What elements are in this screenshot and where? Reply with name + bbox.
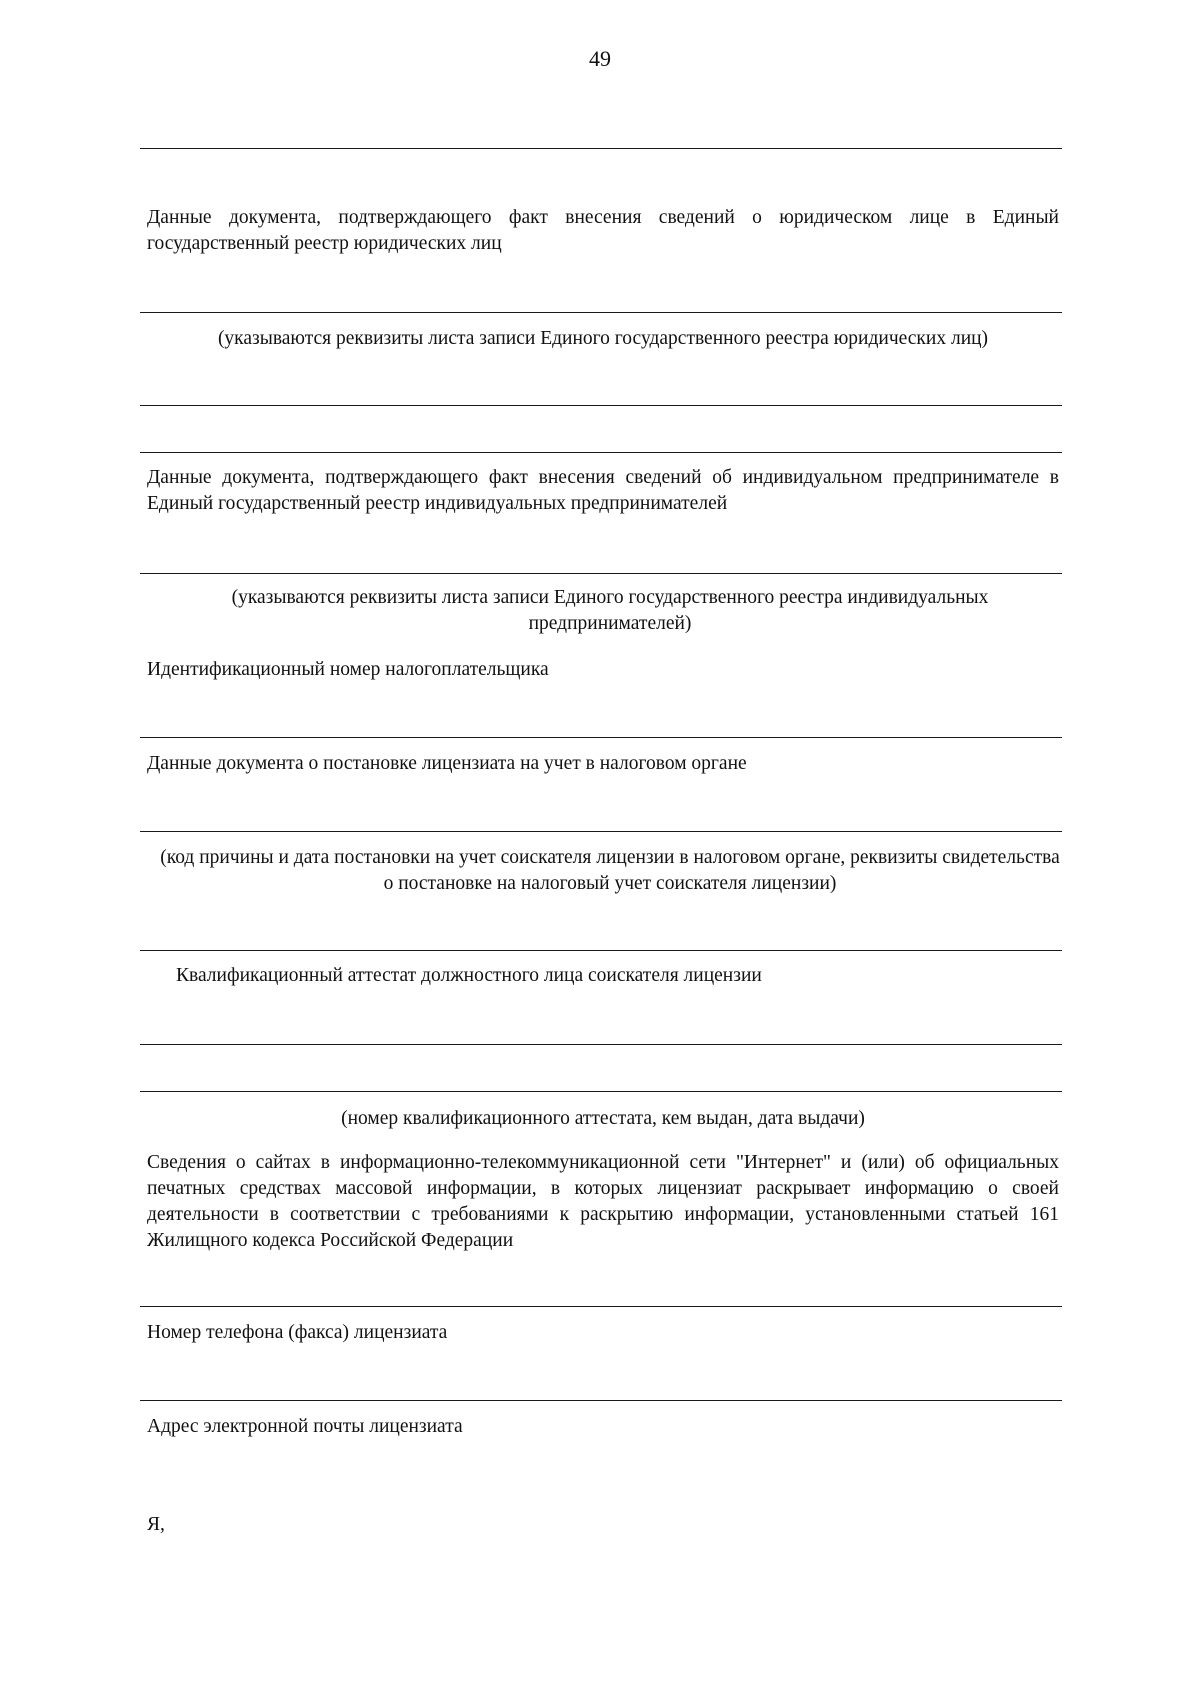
attestat-fill-line[interactable] bbox=[140, 1044, 1062, 1045]
egrip-hint: (указываются реквизиты листа записи Единого государственного реестра индивидуальных предпринимателей) bbox=[231, 587, 989, 634]
fill-line[interactable] bbox=[140, 452, 1062, 453]
egrul-fill-line[interactable] bbox=[140, 312, 1062, 313]
tax-doc-fill-line[interactable] bbox=[140, 831, 1062, 832]
websites-fill-line[interactable] bbox=[140, 1306, 1062, 1307]
fill-line[interactable] bbox=[140, 148, 1062, 149]
inn-fill-line[interactable] bbox=[140, 737, 1062, 738]
inn-label: Идентификационный номер налогоплательщика bbox=[147, 659, 549, 680]
tax-doc-label: Данные документа о постановке лицензиата на учет в налоговом органе bbox=[147, 753, 747, 774]
egrip-label: Данные документа, подтверждающего факт внесения сведений об индивидуальном предпринимателе в Единый государственный реестр индивидуальных предпринимателей bbox=[147, 467, 1059, 514]
egrul-label: Данные документа, подтверждающего факт внесения сведений о юридическом лице в Единый государственный реестр юридических лиц bbox=[147, 207, 1059, 254]
fill-line[interactable] bbox=[140, 1091, 1062, 1092]
tax-doc-hint: (код причины и дата постановки на учет соискателя лицензии в налоговом органе, реквизиты свидетельства о постановке на налоговый учет соискателя лицензии) bbox=[160, 847, 1060, 894]
phone-fill-line[interactable] bbox=[140, 1400, 1062, 1401]
fill-line[interactable] bbox=[140, 950, 1062, 951]
declaration-start: Я, bbox=[147, 1514, 165, 1535]
attestat-label: Квалификационный аттестат должностного лица соискателя лицензии bbox=[176, 965, 762, 986]
page-number: 49 bbox=[589, 46, 611, 71]
egrul-hint: (указываются реквизиты листа записи Единого государственного реестра юридических лиц) bbox=[217, 328, 989, 349]
attestat-hint: (номер квалификационного аттестата, кем выдан, дата выдачи) bbox=[341, 1108, 865, 1129]
phone-label: Номер телефона (факса) лицензиата bbox=[147, 1322, 448, 1343]
email-label: Адрес электронной почты лицензиата bbox=[147, 1416, 463, 1437]
egrip-fill-line[interactable] bbox=[140, 573, 1062, 574]
websites-label: Сведения о сайтах в информационно-телекоммуникационной сети "Интернет" и (или) об официальных печатных средствах массовой информации, в которых лицензиат раскрывает информацию о своей деятельности в соответствии с требованиями к раскрытию информации, установленными статьей 161 Жилищного кодекса Российской Федерации bbox=[147, 1152, 1059, 1251]
fill-line[interactable] bbox=[140, 405, 1062, 406]
